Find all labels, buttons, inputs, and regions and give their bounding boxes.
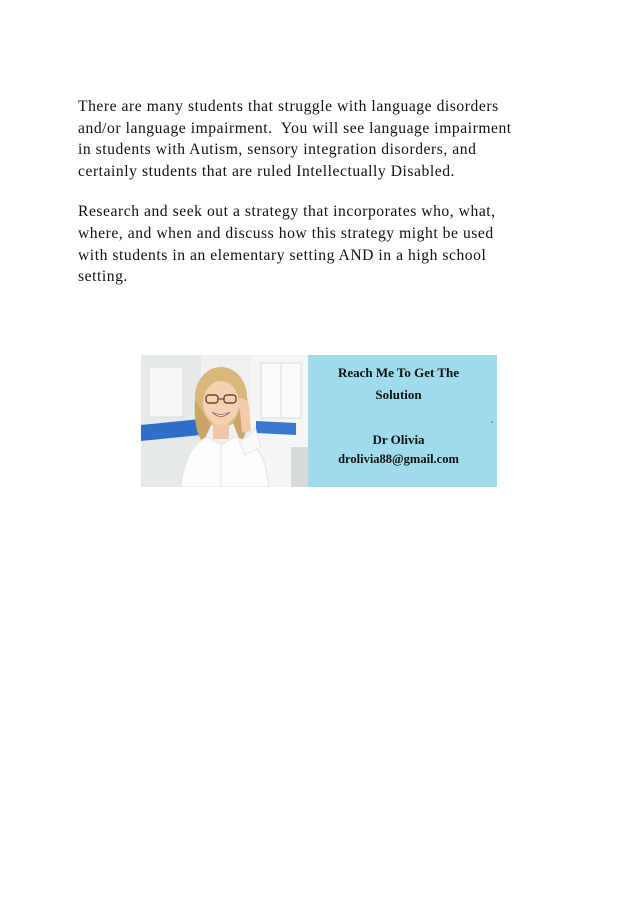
assignment-text bbox=[78, 96, 578, 288]
paragraph-2 bbox=[78, 201, 578, 287]
text-line: There are many students that struggle with language disorders bbox=[78, 98, 499, 115]
contact-email: drolivia88@gmail.com bbox=[338, 452, 459, 466]
paragraph-1 bbox=[78, 96, 578, 182]
text-line: with students in an elementary setting AND in a high school bbox=[78, 246, 487, 264]
woman-with-glasses-photo bbox=[141, 355, 308, 487]
text-line: where, and when and discuss how this strategy might be used bbox=[78, 224, 494, 242]
text-line: and/or language impairment. You will see language impairment bbox=[78, 119, 512, 137]
contact-banner bbox=[141, 355, 497, 487]
decorative-dot bbox=[491, 421, 493, 423]
contact-info-panel bbox=[308, 355, 497, 487]
contact-name: Dr Olivia bbox=[372, 432, 425, 447]
text-line: certainly students that are ruled Intellectually Disabled. bbox=[78, 162, 456, 180]
text-line: Research and seek out a strategy that incorporates who, what, bbox=[78, 203, 496, 221]
text-line: setting. bbox=[78, 268, 128, 286]
cta-heading-line1: Reach Me To Get The bbox=[337, 365, 460, 380]
text-line: in students with Autism, sensory integration disorders, and bbox=[78, 141, 477, 159]
cta-heading-line2: Solution bbox=[375, 387, 422, 402]
